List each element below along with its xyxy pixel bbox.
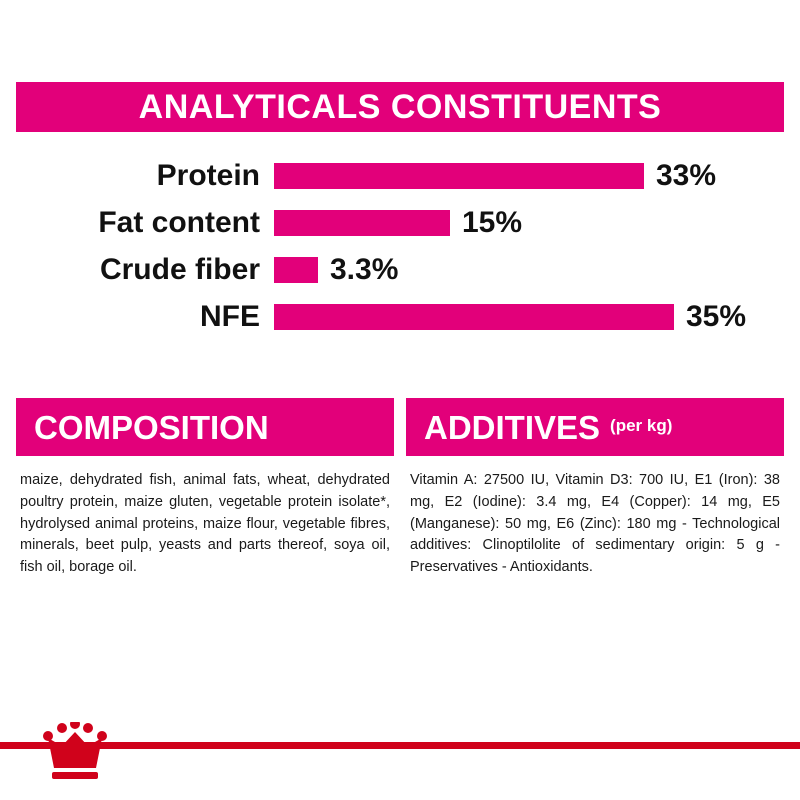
chart-value-label: 3.3% (330, 252, 399, 286)
analytical-constituents-chart (16, 152, 784, 340)
info-panels (16, 398, 784, 579)
chart-bar-track (274, 206, 784, 240)
chart-category-label: Crude fiber (99, 252, 260, 286)
chart-bar-track (274, 253, 784, 287)
chart-bar-track (274, 300, 784, 334)
composition-header (16, 398, 394, 456)
chart-row (16, 199, 784, 246)
additives-header (406, 398, 784, 456)
chart-category-label: Fat content (98, 205, 260, 239)
analytical-constituents-title: ANALYTICALS CONSTITUENTS (138, 88, 662, 126)
additives-title: ADDITIVES (424, 408, 601, 446)
chart-bar (274, 257, 318, 283)
chart-value-label: 33% (656, 158, 717, 192)
chart-category-label: NFE (200, 299, 260, 333)
chart-bar (274, 304, 674, 330)
chart-value-label: 35% (686, 299, 747, 333)
composition-text: maize, dehydrated fish, animal fats, wheat, dehydrated poultry protein, maize gluten, vegetable protein isolate*, hydrolysed animal proteins, maize flour, vegetable fibres, minerals, beet pulp, yeasts and parts thereof, soya oil, fish oil, borage oil. (20, 472, 390, 575)
chart-value-label: 15% (462, 205, 523, 239)
chart-bar (274, 210, 450, 236)
additives-panel (406, 398, 784, 579)
footer-rule (0, 742, 800, 749)
chart-row (16, 246, 784, 293)
royal-crown-icon (42, 722, 108, 784)
chart-row (16, 152, 784, 199)
composition-panel (16, 398, 394, 579)
chart-category-label: Protein (156, 158, 260, 192)
analytical-constituents-banner (16, 82, 784, 132)
chart-row (16, 293, 784, 340)
chart-bar-track (274, 159, 784, 193)
composition-title: COMPOSITION (34, 408, 269, 446)
additives-subtitle: (per kg) (610, 416, 673, 435)
additives-text: Vitamin A: 27500 IU, Vitamin D3: 700 IU, E1 (Iron): 38 mg, E2 (Iodine): 3.4 mg, E4 (Copper): 14 mg, E5 (Manganese): 50 mg, E6 (Zinc): 180 mg - Technological additives: Clinoptilolite of sedimentary origin: 5 g - Preservatives - Antioxidants. (410, 472, 780, 575)
chart-bar (274, 163, 644, 189)
